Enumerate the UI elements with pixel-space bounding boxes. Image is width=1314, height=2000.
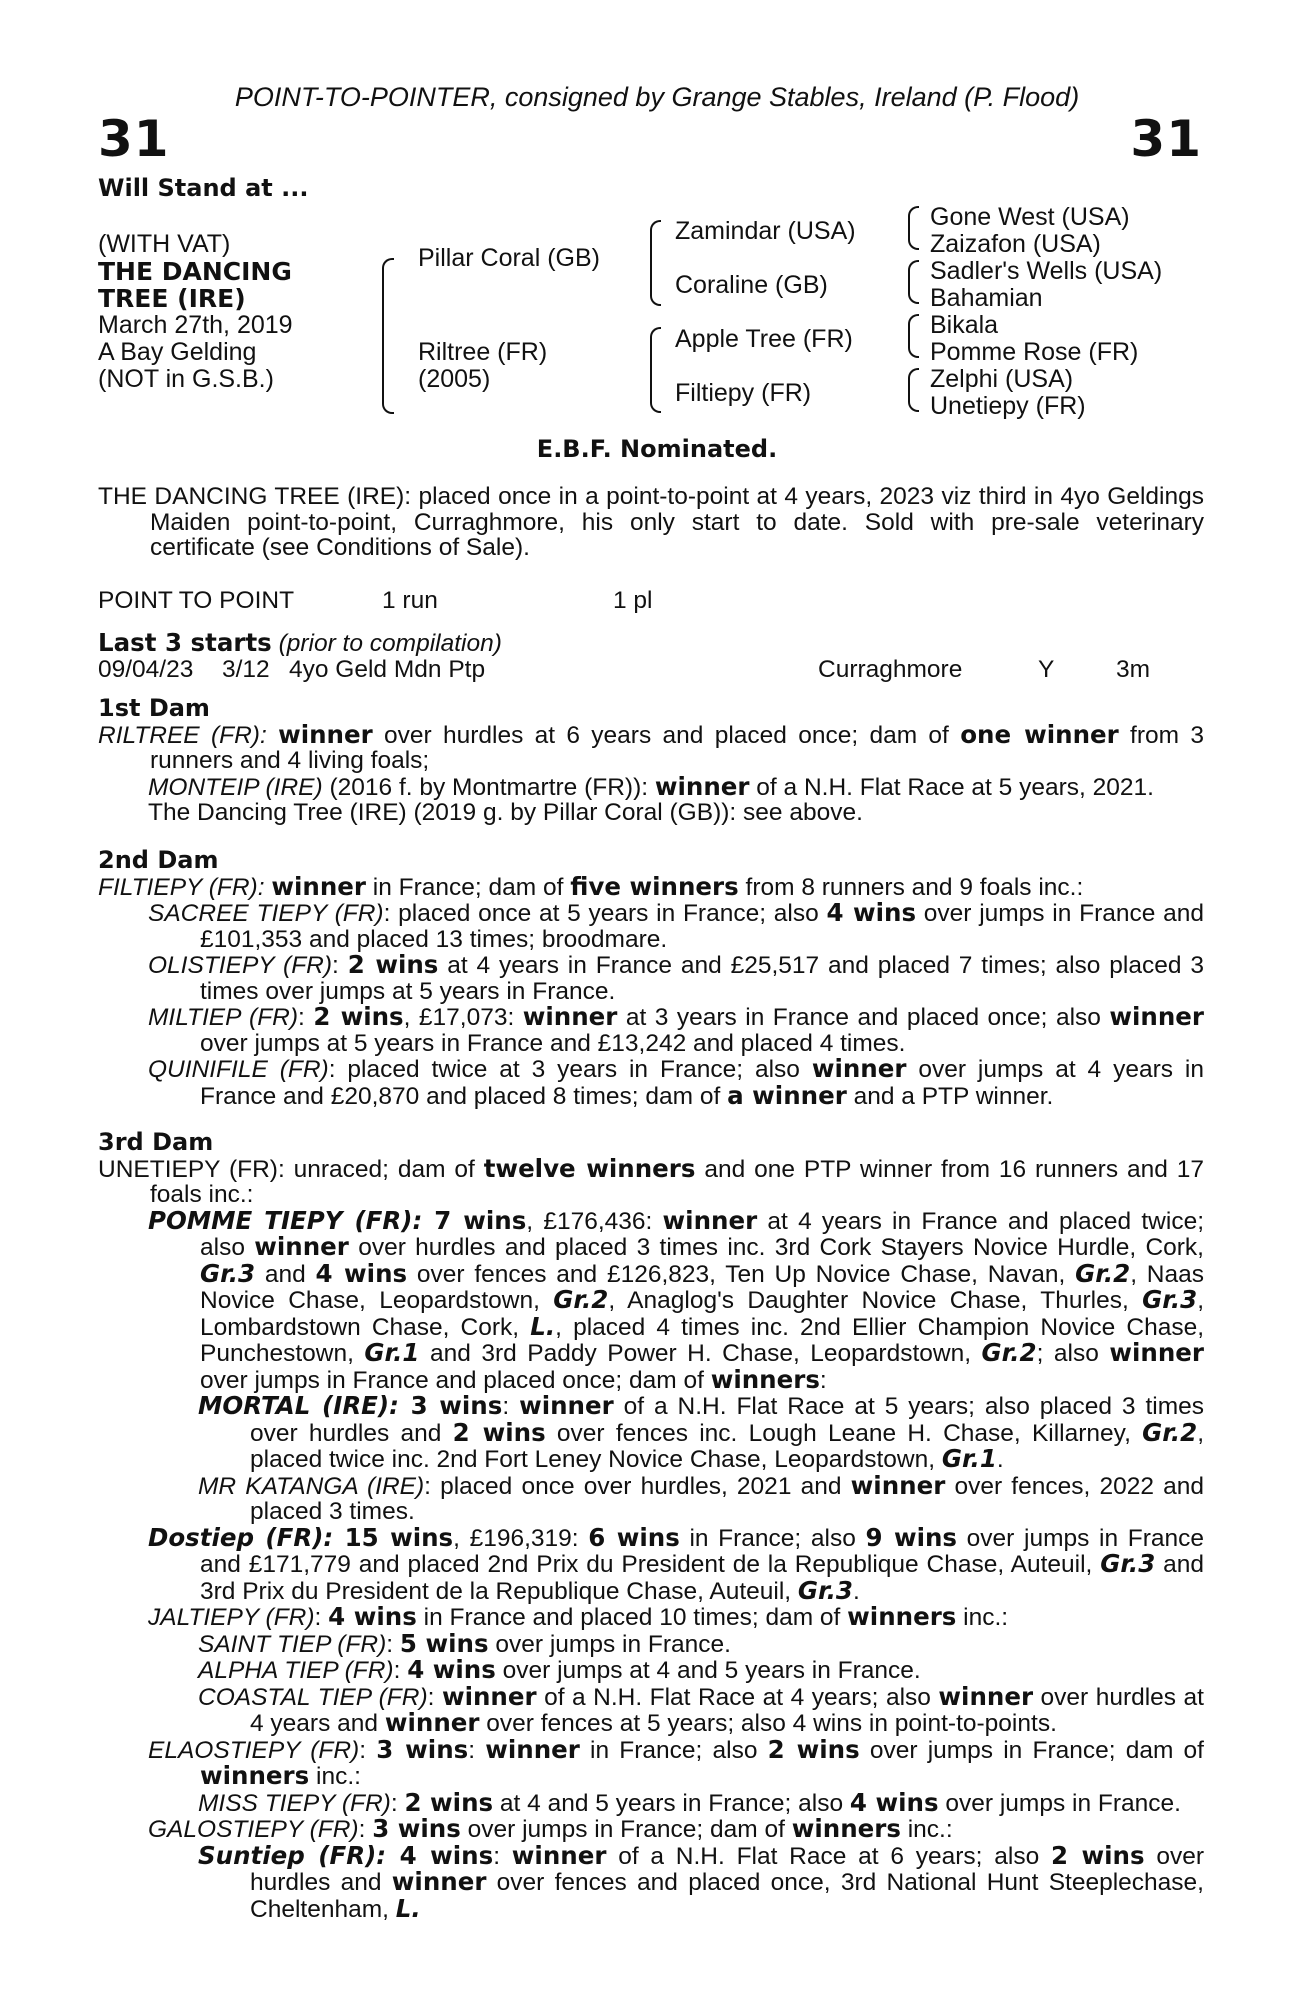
summary-horse-name: THE DANCING TREE (IRE) xyxy=(98,483,405,510)
text: in France; also xyxy=(679,1524,866,1552)
text: : xyxy=(468,1736,486,1764)
gen3-name: Bahamian xyxy=(930,284,1043,312)
bold: winner xyxy=(384,1708,480,1737)
foal-pomme-tiepy xyxy=(98,1205,1205,1394)
foal-name: Dostiep (FR) xyxy=(148,1522,324,1552)
start-row-date: 09/04/23 xyxy=(98,656,194,683)
bold: 5 wins xyxy=(399,1628,489,1658)
text: inc.: xyxy=(956,1604,1009,1631)
bold: winner xyxy=(391,1867,487,1896)
last-starts-title: Last 3 starts xyxy=(98,628,272,657)
text: over hurdles and placed 3 times inc. 3rd Cork Stayers Novice Hurdle, Cork, xyxy=(348,1234,1204,1261)
foal-name: SACREE TIEPY (FR) xyxy=(148,900,384,927)
first-dam-foal-2 xyxy=(98,800,1204,826)
gen3-name: Zaizafon (USA) xyxy=(930,230,1101,258)
dam-name: FILTIEPY (FR) xyxy=(98,873,258,901)
foal-dostiep xyxy=(98,1522,1205,1605)
text: inc.: xyxy=(900,1816,953,1843)
text: in France; also xyxy=(579,1736,768,1764)
pedigree-dam-sire: Apple Tree (FR) xyxy=(675,325,853,353)
foal-name: QUINIFILE (FR) xyxy=(148,1056,329,1083)
grade: Gr.3 xyxy=(200,1258,256,1288)
text: : xyxy=(393,1657,408,1684)
bold: winner xyxy=(485,1734,580,1764)
text: and 3rd Prix du President de la Republique Chase, Auteuil, xyxy=(200,1551,1205,1605)
bold: 2 wins xyxy=(404,1787,494,1817)
bold: 3 wins xyxy=(372,1814,461,1843)
pedigree-brace-2b xyxy=(650,327,661,413)
second-dam-foal-4 xyxy=(98,1056,1204,1109)
lot-number-right: 31 xyxy=(1130,110,1202,168)
text: of a N.H. Flat Race at 5 years, 2021. xyxy=(749,773,1154,801)
text: : xyxy=(298,1004,314,1031)
text: over jumps in France and £171,779 and placed 2nd Prix du President de la Republique Chase, Auteuil, xyxy=(200,1524,1205,1578)
text: over jumps at 4 and 5 years in France. xyxy=(495,1657,921,1684)
horse-name-line1: THE DANCING xyxy=(98,257,292,286)
bold: winner xyxy=(662,1205,758,1235)
grade: Gr.2 xyxy=(553,1285,609,1314)
horse-gsb: (NOT in G.S.B.) xyxy=(98,365,274,393)
text: over fences, 2022 and placed 3 times. xyxy=(250,1472,1204,1525)
text: over hurdles at 6 years and placed once; dam of xyxy=(372,721,961,749)
bold: 4 wins xyxy=(407,1655,496,1684)
text: : xyxy=(332,952,348,979)
lot-number-left: 31 xyxy=(98,110,170,168)
text: over hurdles and xyxy=(250,1842,1205,1896)
text: over fences and £126,823, Ten Up Novice Chase, Navan, xyxy=(407,1260,1076,1288)
summary xyxy=(98,484,1204,561)
bold: 9 wins xyxy=(865,1522,958,1552)
text: in France and placed 10 times; dam of xyxy=(416,1604,848,1631)
text: of a N.H. Flat Race at 5 years; also placed 3 times over hurdles and xyxy=(250,1393,1204,1447)
bold: winner xyxy=(254,1232,349,1261)
gen3-name: Zelphi (USA) xyxy=(930,365,1074,393)
text: : xyxy=(314,1604,329,1631)
text: over jumps in France; dam of xyxy=(859,1736,1204,1764)
foal-mortal xyxy=(98,1393,1204,1473)
pedigree-sire: Pillar Coral (GB) xyxy=(418,244,600,272)
text: : xyxy=(359,1736,377,1764)
bold: winner xyxy=(811,1054,907,1083)
text: : placed once at 5 years in France; also xyxy=(383,900,827,927)
text: , £176,436: xyxy=(526,1207,663,1235)
start-row-going: Y xyxy=(1038,656,1055,683)
page-header: POINT-TO-POINTER, consigned by Grange Stables, Ireland (P. Flood) xyxy=(234,82,1080,112)
ebf-nominated: E.B.F. Nominated. xyxy=(536,435,778,463)
foal-name: MR KATANGA (IRE) xyxy=(198,1472,425,1500)
bold: one winner xyxy=(960,719,1119,749)
foal-saint-tiep xyxy=(98,1628,1204,1658)
text: . xyxy=(852,1577,860,1605)
bold: winners xyxy=(791,1814,901,1843)
pedigree-third-generation xyxy=(930,204,1162,420)
bold: 7 wins xyxy=(434,1205,527,1235)
text: , Anaglog's Daughter Novice Chase, Thurles, xyxy=(608,1287,1143,1314)
bold: winner xyxy=(1109,1002,1205,1031)
foal-name: MILTIEP (FR) xyxy=(148,1004,299,1031)
text: ; also xyxy=(1036,1340,1110,1367)
bold: 4 wins xyxy=(315,1258,408,1288)
horse-name-line2: TREE (IRE) xyxy=(98,284,246,313)
text: over jumps in France and £101,353 and placed 13 times; broodmare. xyxy=(200,900,1204,953)
foal-name: MORTAL (IRE) xyxy=(198,1391,390,1420)
pedigree-brace-2a xyxy=(650,220,661,306)
record-runs: 1 run xyxy=(382,587,438,614)
grade: L. xyxy=(395,1893,421,1923)
text: over fences and placed once, 3rd National Hunt Steeplechase, Cheltenham, xyxy=(250,1869,1204,1923)
foal-elaostiepy xyxy=(98,1734,1204,1790)
text: at 4 years in France and £25,517 and placed 7 times; also placed 3 times over jumps at 5 years in France. xyxy=(200,952,1204,1005)
foal-name: MISS TIEPY (FR) xyxy=(198,1789,391,1817)
second-dam-foal-3 xyxy=(98,1004,1204,1056)
second-dam-text xyxy=(98,871,1204,901)
text: and xyxy=(255,1260,316,1288)
record-placed: 1 pl xyxy=(613,587,653,614)
second-dam-foal-2 xyxy=(98,952,1204,1004)
bold: 2 wins xyxy=(767,1734,860,1764)
dam-name: RILTREE (FR) xyxy=(98,721,260,749)
grade: Gr.3 xyxy=(1142,1285,1198,1314)
sep: : xyxy=(257,873,272,901)
pedigree-brace-3b xyxy=(908,260,919,304)
bold: winners xyxy=(847,1602,957,1631)
foal-name: ALPHA TIEP (FR) xyxy=(198,1657,394,1684)
first-dam-foal-1 xyxy=(98,771,1204,801)
first-dam-heading: 1st Dam xyxy=(98,694,210,722)
pedigree-brace-3d xyxy=(908,368,919,412)
grade: Gr.1 xyxy=(364,1338,420,1367)
bold: 15 wins xyxy=(344,1522,454,1552)
text: . xyxy=(996,1446,1004,1473)
grade: Gr.2 xyxy=(1142,1417,1198,1447)
pedigree-dam-dam: Filtiepy (FR) xyxy=(675,379,812,407)
grade: Gr.1 xyxy=(941,1444,997,1473)
text: at 3 years in France and placed once; also xyxy=(617,1004,1110,1031)
foal-name: JALTIEPY (FR) xyxy=(148,1604,315,1631)
text: : xyxy=(493,1842,512,1870)
text: and 3rd Paddy Power H. Chase, Leopardstown, xyxy=(419,1340,982,1367)
pedigree-dam: Riltree (FR) xyxy=(418,338,548,366)
text: at 4 years in France and placed twice; also xyxy=(200,1207,1204,1261)
text: of a N.H. Flat Race at 4 years; also xyxy=(536,1683,939,1711)
gen3-name: Unetiepy (FR) xyxy=(930,392,1086,420)
foal-galostiepy xyxy=(98,1816,1204,1843)
horse-description: A Bay Gelding xyxy=(98,338,257,366)
foal-coastal-tiep xyxy=(98,1681,1204,1737)
text: over jumps at 4 years in France and £20,870 and placed 8 times; dam of xyxy=(200,1056,1204,1110)
bold: winner xyxy=(850,1470,946,1500)
first-dam-text xyxy=(98,719,1204,774)
bold: 6 wins xyxy=(588,1522,680,1552)
start-row-distance: 3m xyxy=(1116,656,1151,683)
bold: winner xyxy=(511,1840,607,1870)
bold: 4 wins xyxy=(826,898,917,927)
bold: winners xyxy=(200,1761,310,1790)
bold: 2 wins xyxy=(347,950,439,979)
horse-dob: March 27th, 2019 xyxy=(98,311,293,339)
text: , £196,319: xyxy=(453,1524,589,1552)
text: UNETIEPY (FR): unraced; dam of xyxy=(98,1155,484,1183)
text: over fences at 5 years; also 4 wins in point-to-points. xyxy=(479,1710,1057,1737)
second-dam-heading: 2nd Dam xyxy=(98,846,219,874)
text: inc.: xyxy=(309,1763,361,1790)
bold: twelve winners xyxy=(483,1153,696,1183)
sep: : xyxy=(376,1840,400,1870)
text: : xyxy=(358,1816,373,1843)
third-dam-text xyxy=(98,1153,1204,1208)
grade: Gr.2 xyxy=(981,1338,1037,1367)
text: over jumps in France. xyxy=(488,1630,731,1658)
pedigree-brace-3c xyxy=(908,314,919,358)
grade: Gr.2 xyxy=(1075,1258,1131,1288)
bold: 4 wins xyxy=(399,1840,494,1870)
first-dam-section xyxy=(98,696,1204,826)
last-starts-heading xyxy=(98,628,502,658)
bold: 2 wins xyxy=(1050,1840,1145,1870)
text: over jumps in France; dam of xyxy=(460,1816,792,1843)
second-dam-section xyxy=(98,848,1204,1109)
text: over jumps in France. xyxy=(938,1789,1181,1817)
text: : xyxy=(386,1630,400,1658)
pedigree-sire-dam: Coraline (GB) xyxy=(675,271,828,299)
bold: winner xyxy=(522,1002,618,1031)
text: The Dancing Tree (IRE) (2019 g. by Pillar Coral (GB)): see above. xyxy=(148,799,863,826)
foal-alpha-tiep xyxy=(98,1657,1204,1684)
bold: winner xyxy=(441,1681,537,1711)
text: (2016 f. by Montmartre (FR)): xyxy=(322,773,655,801)
sep: : xyxy=(259,721,279,749)
bold: 2 wins xyxy=(452,1417,546,1447)
text: and one PTP winner from 16 runners and 17 foals inc.: xyxy=(150,1155,1204,1208)
text: : xyxy=(819,1366,827,1394)
text: : xyxy=(502,1393,520,1420)
grade: L. xyxy=(530,1311,556,1341)
foal-name: Suntiep (FR) xyxy=(198,1840,377,1870)
gen3-name: Sadler's Wells (USA) xyxy=(930,257,1163,285)
text: of a N.H. Flat Race at 6 years; also xyxy=(606,1842,1051,1870)
sep: : xyxy=(323,1522,345,1552)
horse-info xyxy=(98,231,293,393)
last-starts-note: (prior to compilation) xyxy=(278,630,502,657)
second-dam-foal-1 xyxy=(98,900,1204,952)
start-row-course: Curraghmore xyxy=(818,656,963,683)
foal-name: POMME TIEPY (FR) xyxy=(148,1205,413,1235)
vat-note: (WITH VAT) xyxy=(98,230,231,258)
record-label: POINT TO POINT xyxy=(98,587,295,614)
text: from 8 runners and 9 foals inc.: xyxy=(738,873,1084,901)
bold: winner xyxy=(654,771,750,801)
bold: five winners xyxy=(570,871,739,901)
foal-name: MONTEIP (IRE) xyxy=(148,773,323,801)
gen3-name: Bikala xyxy=(930,311,999,339)
text: and a PTP winner. xyxy=(846,1082,1054,1110)
foal-miss-tiepy xyxy=(98,1787,1204,1817)
sep: : xyxy=(389,1391,411,1420)
bold: a winner xyxy=(727,1080,847,1110)
text: : placed once over hurdles, 2021 and xyxy=(424,1472,851,1500)
foal-suntiep xyxy=(98,1840,1205,1923)
text: , Lombardstown Chase, Cork, xyxy=(200,1287,1204,1341)
foal-name: SAINT TIEP (FR) xyxy=(198,1630,387,1658)
text: at 4 and 5 years in France; also xyxy=(493,1789,850,1817)
text: , placed twice inc. 2nd Fort Leney Novice Chase, Leopardstown, xyxy=(250,1419,1204,1473)
pedigree-dam-year: (2005) xyxy=(418,365,491,393)
pedigree-brace-1 xyxy=(382,258,394,414)
bold: 2 wins xyxy=(313,1002,404,1031)
foal-name: COASTAL TIEP (FR) xyxy=(198,1683,428,1711)
bold: 4 wins xyxy=(849,1787,939,1817)
bold: winner xyxy=(271,871,366,901)
bold: winner xyxy=(519,1391,614,1420)
bold: 3 wins xyxy=(376,1734,469,1764)
text: over fences inc. Lough Leane H. Chase, Killarney, xyxy=(545,1419,1143,1447)
sep: : xyxy=(412,1205,435,1235)
text: , £17,073: xyxy=(403,1004,523,1031)
text: , placed 4 times inc. 2nd Ellier Champion Novice Chase, Punchestown, xyxy=(200,1313,1205,1367)
text: : xyxy=(390,1789,405,1817)
text: : xyxy=(427,1683,442,1711)
summary-text: : placed once in a point-to-point at 4 years, 2023 viz third in 4yo Geldings Maiden point-to-point, Curraghmore, his only start to date. Sold with pre-sale veterinary certificate (see Conditions of Sale). xyxy=(150,483,1204,561)
text: over jumps at 5 years in France and £13,242 and placed 4 times. xyxy=(200,1029,906,1057)
third-dam-heading: 3rd Dam xyxy=(98,1128,214,1156)
text: in France; dam of xyxy=(365,873,571,901)
foal-name: OLISTIEPY (FR) xyxy=(148,952,333,979)
text: over hurdles at 4 years and xyxy=(250,1683,1204,1737)
pedigree-sire-sire: Zamindar (USA) xyxy=(675,217,856,245)
grade: Gr.3 xyxy=(1100,1549,1156,1578)
foal-jaltiepy xyxy=(98,1604,1204,1631)
gen3-name: Gone West (USA) xyxy=(930,203,1130,231)
bold: 3 wins xyxy=(410,1391,503,1420)
will-stand-label: Will Stand at ... xyxy=(98,174,309,202)
bold: winner xyxy=(1109,1338,1204,1367)
start-row-pos: 3/12 xyxy=(222,656,270,683)
bold: winner xyxy=(278,719,373,749)
gen3-name: Pomme Rose (FR) xyxy=(930,338,1139,366)
bold: 4 wins xyxy=(328,1602,417,1631)
grade: Gr.3 xyxy=(797,1575,853,1605)
start-row-race: 4yo Geld Mdn Ptp xyxy=(289,656,486,683)
text: , Naas Novice Chase, Leopardstown, xyxy=(200,1260,1204,1314)
foal-name: ELAOSTIEPY (FR) xyxy=(148,1736,360,1764)
foal-name: GALOSTIEPY (FR) xyxy=(148,1816,359,1843)
text: from 3 runners and 4 living foals; xyxy=(150,721,1204,774)
foal-mr-katanga xyxy=(98,1470,1204,1525)
text: over jumps in France and placed once; dam of xyxy=(200,1366,711,1394)
bold: winner xyxy=(938,1681,1034,1711)
third-dam-section xyxy=(98,1130,1204,1922)
bold: winners xyxy=(710,1364,820,1394)
text: : placed twice at 3 years in France; also xyxy=(328,1056,812,1083)
pedigree-brace-3a xyxy=(908,206,919,250)
